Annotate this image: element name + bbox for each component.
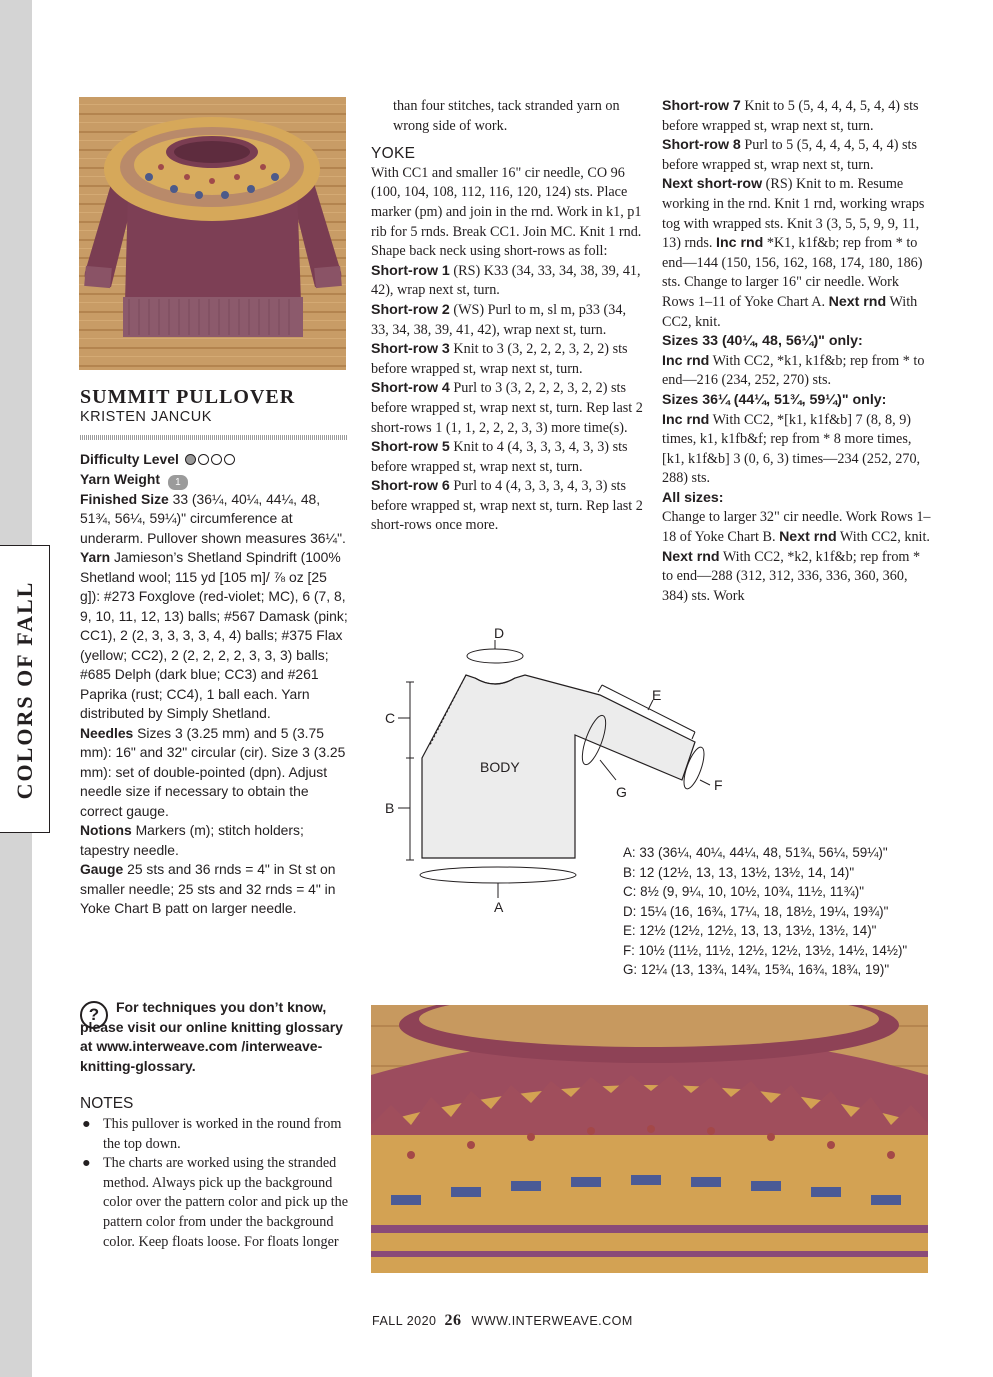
legend-value: 33 (36¼, 40¼, 44¼, 48, 51¾, 56¼, 59¼)" (639, 845, 888, 860)
gauge-label: Gauge (80, 861, 124, 877)
legend-key: D: (623, 903, 637, 919)
legend-row (623, 960, 907, 980)
yarn-weight-label: Yarn Weight (80, 470, 161, 487)
next-short-row-text: (RS) Knit to m. Resume working in the rnd. Knit 1 rnd, working wraps tog with wrapped sts. Knit 3 (3, 5, 5, 9, 9, 11, 13) rnds. (662, 176, 925, 252)
finished-size-label: Finished Size (80, 490, 169, 507)
gauge (80, 860, 350, 919)
short-row-label: Short-row 3 (371, 341, 450, 358)
next-short-row-label: Next short-row (662, 176, 763, 193)
designer-name: KRISTEN JANCUK (80, 409, 212, 425)
next-rnd-label: Next rnd (662, 548, 720, 565)
short-row-text: Knit to 5 (5, 4, 4, 4, 5, 4, 4) sts before wrapped st, wrap next st, turn. (662, 98, 919, 134)
legend-value: 8½ (9, 9¼, 10, 10½, 10¾, 11½, 11¾)" (640, 884, 865, 899)
short-row-text: Purl to 4 (4, 3, 3, 3, 4, 3, 3) sts before wrapped st, wrap next st, turn. Rep last 2 short-rows once more. (371, 478, 643, 534)
next-rnd-text: With CC2, knit. (662, 293, 918, 330)
techniques-text: For techniques you don’t know, please visit our online knitting glossary at www.interweave.com /interweave-knitting-glossary. (80, 999, 343, 1074)
legend-value: 15¼ (16, 16¾, 17¼, 18, 18½, 19¼, 19¾)" (640, 903, 889, 919)
yarn-text: Jamieson’s Shetland Spindrift (100% Shetland wool; 115 yd [105 m]/ ⅞ oz [25 g]): #273 Foxglove (red-violet; MC), 6 (7, 8, 9, 10, 11, 12, 13) balls; #567 Damask (pink; CC1), 2 (2, 3, 3, 3, 3, 4, 4) balls; #375 Flax (yellow; CC2), 2 (2, 2, 2, 2, 3, 3, 3) balls; #685 Delph (dark blue; CC3) and #261 Paprika (rust; CC4), 1 ball each. Yarn distributed by Simply Shetland. (80, 549, 348, 721)
question-icon: ? (80, 1001, 108, 1029)
all-sizes-text (662, 508, 934, 606)
body-label: BODY (480, 759, 520, 775)
legend-row (623, 863, 907, 883)
issue-label: FALL 2020 (372, 1314, 437, 1328)
note-text: This pullover is worked in the round from the top down. (103, 1116, 342, 1152)
difficulty-row (80, 450, 350, 470)
section-tab-label: COLORS OF FALL (12, 580, 37, 800)
needles-text: Sizes 3 (3.25 mm) and 5 (3.75 mm): 16" and 32" circular (cir). Size 3 (3.25 mm): set of double-pointed (dpn). Adjust needle size if necessary to obtain the correct gauge. (80, 724, 346, 819)
short-row-label: Short-row 2 (371, 301, 450, 318)
note-text: The charts are worked using the stranded method. Always pick up the background color over the pattern color and pick up the pattern color from under the background color. Keep floats loose. For floats longer (103, 1155, 349, 1250)
short-row-label: Short-row 1 (371, 262, 450, 279)
pattern-title: SUMMIT PULLOVER (80, 386, 296, 408)
short-row-6 (371, 477, 643, 536)
schematic-legend (623, 843, 907, 980)
notions-label: Notions (80, 822, 132, 838)
legend-value: 10½ (11½, 11½, 12½, 12½, 13½, 14½, 14½)" (638, 942, 908, 958)
legend-key: A: (623, 845, 636, 860)
section-tab (0, 545, 50, 833)
yoke-intro: With CC1 and smaller 16" cir needle, CO 96 (100, 104, 108, 112, 116, 120, 124) sts. Place marker (pm) and join in the rnd. Work in k1, p1 rib for 5 rnds. Break CC1. Join MC. Knit 1 rnd. Shape back neck using short-rows as foll: (371, 164, 642, 260)
legend-key: G: (623, 962, 638, 977)
pattern-info (80, 450, 350, 919)
notions-text: Markers (m); stitch holders; tapestry needle. (80, 822, 304, 858)
legend-row (623, 902, 907, 922)
website-label: WWW.INTERWEAVE.COM (471, 1314, 633, 1328)
page-footer (372, 1312, 633, 1330)
instructions-col-3 (662, 97, 934, 606)
legend-key: E: (623, 923, 636, 938)
short-row-text: Knit to 3 (3, 2, 2, 2, 3, 2, 2) sts before wrapped st, wrap next st, turn. (371, 341, 628, 377)
yarn (80, 548, 350, 724)
yoke-heading: YOKE (371, 145, 416, 163)
short-row-2 (371, 301, 643, 340)
next-rnd-text: With CC2, knit. (839, 529, 930, 546)
short-row-label: Short-row 5 (371, 439, 450, 456)
yarn-weight-icon: 1 (168, 475, 188, 490)
notes-heading: NOTES (80, 1095, 134, 1112)
inc-rnd-text: *K1, k1f&b; rep from * to end—144 (150, 156, 162, 168, 174, 180, 186) sts. Change to larger 16" cir needle. Work Rows 1–11 of Yoke Chart A. (662, 235, 923, 310)
finished-size-text: 33 (36¼, 40¼, 44¼, 48, 51¾, 56¼, 59¼)" circumference at underarm. Pullover shown measures 36¼". (80, 490, 346, 546)
finished-size (80, 490, 350, 549)
page-number: 26 (444, 1312, 462, 1329)
gauge-text: 25 sts and 36 rnds = 4" in St st on smaller needle; 25 sts and 32 rnds = 4" in Yoke Chart B patt on larger needle. (80, 861, 336, 916)
inc-rnd-text: With CC2, *k1, k1f&b; rep from * to end—216 (234, 252, 270) sts. (662, 352, 925, 389)
sizes-a-inc (662, 352, 934, 391)
marker-b: B (385, 800, 395, 816)
short-row-label: Short-row 6 (371, 478, 450, 495)
short-row-4 (371, 379, 643, 438)
note-continuation: than four stitches, tack stranded yarn on wrong side of work. (393, 98, 620, 134)
legend-value: 12 (12½, 13, 13, 13½, 13½, 14, 14)" (639, 864, 855, 880)
difficulty-label: Difficulty Level (80, 451, 179, 467)
inc-rnd-text: With CC2, *[k1, k1f&b] 7 (8, 8, 9) times, k1, k1fb&f; rep from * 8 more times, [k1, k1f&b] 3 (0, 6, 3) times—234 (252, 270, 288) sts. (662, 411, 921, 487)
next-short-row (662, 175, 934, 332)
legend-key: F: (623, 942, 635, 958)
sizes-b-inc (662, 411, 934, 489)
short-row-text: Purl to 5 (5, 4, 4, 4, 5, 4, 4) sts before wrapped st, wrap next st, turn. (662, 137, 917, 173)
short-row-5 (371, 438, 643, 477)
short-row-label: Short-row 4 (371, 380, 450, 397)
yarn-weight-row (80, 470, 350, 490)
short-row-1 (371, 262, 643, 301)
list-item: ● The charts are worked using the stranded method. Always pick up the background color over the pattern color and pick up the pattern color from under the background color. Keep floats loose. For floats longer (82, 1155, 349, 1250)
marker-c: C (385, 710, 396, 726)
short-row-7 (662, 97, 934, 136)
dotted-divider (80, 435, 347, 440)
marker-a: A (494, 899, 504, 915)
list-item: ● This pullover is worked in the round from the top down. (82, 1116, 342, 1152)
legend-row (623, 882, 907, 902)
short-row-8 (662, 136, 934, 175)
next-rnd-label: Next rnd (828, 293, 887, 310)
next-rnd-label: Next rnd (779, 529, 837, 546)
inc-rnd-label: Inc rnd (662, 352, 710, 369)
legend-key: B: (623, 864, 636, 880)
short-row-label: Short-row 8 (662, 137, 741, 154)
short-row-text: (WS) Purl to m, sl m, p33 (34, 33, 34, 38, 39, 41, 42), wrap next st, turn. (371, 301, 626, 338)
legend-row (623, 843, 907, 863)
notions (80, 821, 350, 860)
legend-row (623, 921, 907, 941)
sizes-a-heading: Sizes 33 (40¼, 48, 56¼)" only: (662, 333, 863, 350)
short-row-3 (371, 340, 643, 379)
marker-g: G (616, 784, 627, 800)
legend-value: 12¼ (13, 13¾, 14¾, 15¾, 16¾, 18¾, 19)" (640, 962, 890, 977)
yoke-closeup-photo (371, 1005, 928, 1273)
inc-rnd-label: Inc rnd (662, 411, 710, 428)
sweater-photo (79, 97, 346, 370)
legend-key: C: (623, 884, 637, 899)
marker-d: D (494, 625, 505, 641)
techniques-callout (80, 998, 350, 1076)
all-sizes-heading: All sizes: (662, 489, 724, 506)
short-row-label: Short-row 7 (662, 98, 741, 114)
marker-e: E (652, 687, 662, 703)
instructions-col-2 (371, 97, 643, 536)
needles-label: Needles (80, 724, 134, 741)
difficulty-dots-icon (183, 451, 235, 467)
short-row-text: (RS) K33 (34, 33, 34, 38, 39, 41, 42), wrap next st, turn. (371, 262, 641, 299)
legend-value: 12½ (12½, 12½, 13, 13, 13½, 13½, 14)" (639, 923, 877, 938)
short-row-text: Purl to 3 (3, 2, 2, 2, 3, 2, 2) sts before wrapped st, wrap next st, turn. Rep last 2 short-rows 1 (1, 1, 2, 2, 2, 3, 3) more time(s). (371, 380, 643, 436)
needles (80, 724, 350, 822)
all-sizes-body: Change to larger 32" cir needle. Work Rows 1–18 of Yoke Chart B. (662, 509, 931, 546)
inc-rnd-label: Inc rnd (716, 235, 764, 252)
sizes-b-heading: Sizes 36¼ (44¼, 51¾, 59¼)" only: (662, 391, 887, 408)
legend-row (623, 941, 907, 961)
next-rnd-text: With CC2, *k2, k1f&b; rep from * to end—288 (312, 312, 336, 336, 360, 360, 384) sts. Work (662, 548, 921, 604)
marker-f: F (714, 777, 723, 793)
yarn-label: Yarn (80, 549, 111, 565)
short-row-text: Knit to 4 (4, 3, 3, 3, 4, 3, 3) sts before wrapped st, wrap next st, turn. (371, 439, 628, 475)
notes-list (80, 1115, 355, 1252)
